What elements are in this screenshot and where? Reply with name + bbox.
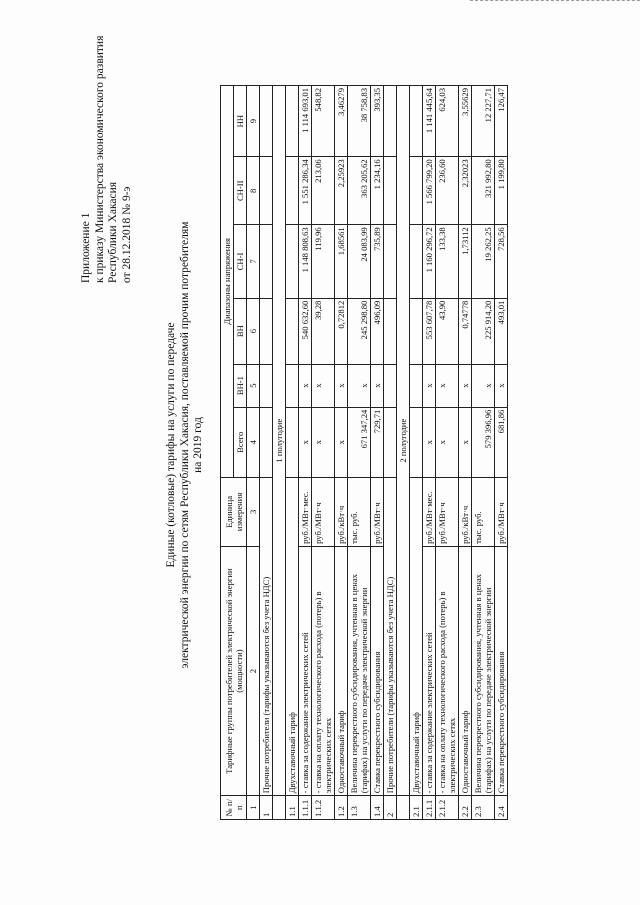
value-cell: x bbox=[459, 407, 472, 477]
unit-cell: тыс. руб. bbox=[472, 477, 495, 546]
unit-cell: тыс. руб. bbox=[348, 477, 371, 546]
row-number-cell: 2.2 bbox=[459, 796, 472, 820]
document-title bbox=[165, 165, 206, 725]
table-row bbox=[348, 86, 371, 820]
value-cell: 19 262,25 bbox=[472, 225, 495, 298]
value-cell: x bbox=[335, 364, 348, 407]
column-index-cell: 4 bbox=[247, 407, 260, 477]
empty-cell bbox=[410, 225, 423, 298]
value-cell: 119,96 bbox=[312, 225, 335, 298]
title-line-3: на 2019 год bbox=[192, 417, 204, 473]
row-label-cell: Величина перекрестного субсидирования, учтенная в ценах (тарифах) на услуги по передаче электрической энергии bbox=[472, 546, 495, 795]
title-line-1: Единые (котловые) тарифы на услуги по передаче bbox=[165, 322, 177, 568]
table-row bbox=[335, 86, 348, 820]
row-label-cell: - ставка на оплату технологического расхода (потерь) в электрических сетях bbox=[312, 546, 335, 795]
table-row bbox=[436, 86, 459, 820]
header-vn1: ВН-1 bbox=[234, 364, 247, 407]
value-cell: x bbox=[436, 364, 459, 407]
value-cell: 1 199,80 bbox=[495, 157, 508, 225]
value-cell: 2,25923 bbox=[335, 157, 348, 225]
table-row bbox=[299, 86, 312, 820]
table-row bbox=[423, 86, 436, 820]
empty-cell bbox=[410, 364, 423, 407]
empty-cell bbox=[286, 86, 299, 157]
row-number-cell: 1 bbox=[260, 796, 273, 820]
empty-cell bbox=[260, 157, 273, 225]
table-row bbox=[397, 86, 410, 820]
row-number-cell: 2 bbox=[384, 796, 397, 820]
empty-cell bbox=[410, 298, 423, 364]
header-sn2: СН-II bbox=[234, 157, 247, 225]
period-title-cell: 2 полугодие bbox=[397, 86, 410, 796]
header-unit: Единица измерения bbox=[221, 477, 247, 546]
row-label-cell: Ставка перекрестного субсидирования bbox=[371, 546, 384, 795]
row-label-cell: - ставка на оплату технологического расхода (потерь) в электрических сетях bbox=[436, 546, 459, 795]
value-cell: x bbox=[423, 364, 436, 407]
unit-cell: руб./МВт·ч bbox=[495, 477, 508, 546]
row-label-cell: - ставка за содержание электрических сетей bbox=[299, 546, 312, 795]
value-cell: 133,38 bbox=[436, 225, 459, 298]
value-cell: 579 396,96 bbox=[472, 407, 495, 477]
row-label-cell: Величина перекрестного субсидирования, учтенная в ценах (тарифах) на услуги по передаче электрической энергии bbox=[348, 546, 371, 795]
empty-cell bbox=[260, 298, 273, 364]
column-index-cell: 8 bbox=[247, 157, 260, 225]
value-cell: 3,46279 bbox=[335, 86, 348, 157]
value-cell: 43,90 bbox=[436, 298, 459, 364]
value-cell: 24 083,99 bbox=[348, 225, 371, 298]
empty-cell bbox=[286, 157, 299, 225]
empty-cell bbox=[410, 157, 423, 225]
value-cell: 321 992,80 bbox=[472, 157, 495, 225]
unit-cell: руб./МВт·мес. bbox=[299, 477, 312, 546]
table-row bbox=[495, 86, 508, 820]
row-number-cell: 1.1 bbox=[286, 796, 299, 820]
value-cell: 729,71 bbox=[371, 407, 384, 477]
value-cell: 493,01 bbox=[495, 298, 508, 364]
empty-cell bbox=[286, 225, 299, 298]
value-cell: x bbox=[436, 407, 459, 477]
table-body bbox=[247, 86, 508, 820]
value-cell: 213,06 bbox=[312, 157, 335, 225]
table-row bbox=[371, 86, 384, 820]
value-cell: 126,47 bbox=[495, 86, 508, 157]
value-cell: x bbox=[348, 364, 371, 407]
header-sn1: СН-I bbox=[234, 225, 247, 298]
table-row bbox=[472, 86, 495, 820]
unit-cell: руб./МВт·ч bbox=[436, 477, 459, 546]
row-label-cell: - ставка за содержание электрических сетей bbox=[423, 546, 436, 795]
value-cell: x bbox=[495, 364, 508, 407]
empty-cell bbox=[260, 364, 273, 407]
value-cell: 363 205,62 bbox=[348, 157, 371, 225]
value-cell: 1,68561 bbox=[335, 225, 348, 298]
value-cell: 1 160 296,72 bbox=[423, 225, 436, 298]
unit-cell: руб./МВт·ч bbox=[312, 477, 335, 546]
row-label-cell: Одноставочный тариф bbox=[459, 546, 472, 795]
empty-cell bbox=[384, 86, 397, 157]
value-cell: 245 298,80 bbox=[348, 298, 371, 364]
table-row bbox=[260, 86, 273, 820]
row-number-cell: 1.3 bbox=[348, 796, 371, 820]
row-number-cell: 2.4 bbox=[495, 796, 508, 820]
column-index-cell: 9 bbox=[247, 86, 260, 157]
value-cell: 225 914,20 bbox=[472, 298, 495, 364]
value-cell: 1,73112 bbox=[459, 225, 472, 298]
value-cell: x bbox=[423, 407, 436, 477]
appendix-republic: Республики Хакасия bbox=[107, 181, 120, 283]
appendix-header bbox=[80, 36, 134, 283]
row-number-cell: 1.2 bbox=[335, 796, 348, 820]
row-number-cell bbox=[397, 796, 410, 820]
period-title-cell: 1 полугодие bbox=[273, 86, 286, 796]
row-number-cell: 1.4 bbox=[371, 796, 384, 820]
value-cell: x bbox=[312, 364, 335, 407]
title-line-2: электрической энергии по сетям Республики Хакасия, поставляемой прочим потребителям bbox=[178, 221, 191, 669]
row-number-cell bbox=[273, 796, 286, 820]
value-cell: 540 632,60 bbox=[299, 298, 312, 364]
group-title-cell: Прочие потребители (тарифы указываются без учета НДС) bbox=[260, 477, 273, 795]
table-row bbox=[312, 86, 335, 820]
column-index-cell: 3 bbox=[247, 477, 260, 546]
value-cell: 38 758,83 bbox=[348, 86, 371, 157]
value-cell: 236,60 bbox=[436, 157, 459, 225]
table-row bbox=[410, 86, 423, 820]
appendix-title: Приложение 1 bbox=[80, 212, 92, 283]
empty-cell bbox=[260, 225, 273, 298]
value-cell: x bbox=[335, 407, 348, 477]
value-cell: 1 234,16 bbox=[371, 157, 384, 225]
table-row bbox=[247, 86, 260, 820]
group-title-cell: Прочие потребители (тарифы указываются без учета НДС) bbox=[384, 477, 397, 795]
value-cell: 496,09 bbox=[371, 298, 384, 364]
tariff-table bbox=[220, 85, 508, 820]
value-cell: 12 227,71 bbox=[472, 86, 495, 157]
value-cell: 735,89 bbox=[371, 225, 384, 298]
value-cell: 39,28 bbox=[312, 298, 335, 364]
value-cell: 728,56 bbox=[495, 225, 508, 298]
header-num: № п/п bbox=[221, 796, 247, 820]
empty-cell bbox=[260, 407, 273, 477]
value-cell: x bbox=[371, 364, 384, 407]
unit-cell: руб./МВт·мес. bbox=[423, 477, 436, 546]
value-cell: 671 347,24 bbox=[348, 407, 371, 477]
group-title-cell: Двухставочный тариф bbox=[286, 477, 299, 795]
column-index-cell: 2 bbox=[247, 546, 260, 795]
column-index-cell: 7 bbox=[247, 225, 260, 298]
group-title-cell: Двухставочный тариф bbox=[410, 477, 423, 795]
empty-cell bbox=[286, 407, 299, 477]
value-cell: 0,72812 bbox=[335, 298, 348, 364]
empty-cell bbox=[384, 225, 397, 298]
value-cell: 1 114 693,01 bbox=[299, 86, 312, 157]
value-cell: 1 148 808,63 bbox=[299, 225, 312, 298]
value-cell: 2,32023 bbox=[459, 157, 472, 225]
value-cell: 393,35 bbox=[371, 86, 384, 157]
value-cell: x bbox=[312, 407, 335, 477]
value-cell: 548,82 bbox=[312, 86, 335, 157]
empty-cell bbox=[286, 364, 299, 407]
value-cell: x bbox=[459, 364, 472, 407]
row-number-cell: 2.1 bbox=[410, 796, 423, 820]
value-cell: 1 551 286,34 bbox=[299, 157, 312, 225]
empty-cell bbox=[384, 364, 397, 407]
appendix-date: от 28.12.2018 № 9-э bbox=[120, 186, 133, 283]
value-cell: 1 141 445,64 bbox=[423, 86, 436, 157]
empty-cell bbox=[410, 407, 423, 477]
value-cell: x bbox=[299, 407, 312, 477]
empty-cell bbox=[410, 86, 423, 157]
value-cell: x bbox=[472, 364, 495, 407]
unit-cell: руб./кВт·ч bbox=[459, 477, 472, 546]
empty-cell bbox=[384, 298, 397, 364]
value-cell: 553 607,78 bbox=[423, 298, 436, 364]
table-row bbox=[273, 86, 286, 820]
value-cell: 1 566 799,20 bbox=[423, 157, 436, 225]
row-number-cell: 2.1.2 bbox=[436, 796, 459, 820]
empty-cell bbox=[286, 298, 299, 364]
unit-cell: руб./кВт·ч bbox=[335, 477, 348, 546]
column-index-cell: 1 bbox=[247, 796, 260, 820]
empty-cell bbox=[384, 157, 397, 225]
table-row bbox=[459, 86, 472, 820]
row-label-cell: Ставка перекрестного субсидирования bbox=[495, 546, 508, 795]
header-total: Всего bbox=[234, 407, 247, 477]
value-cell: 624,03 bbox=[436, 86, 459, 157]
row-label-cell: Одноставочный тариф bbox=[335, 546, 348, 795]
header-nn: НН bbox=[234, 86, 247, 157]
value-cell: x bbox=[299, 364, 312, 407]
empty-cell bbox=[384, 407, 397, 477]
column-index-cell: 6 bbox=[247, 298, 260, 364]
row-number-cell: 1.1.1 bbox=[299, 796, 312, 820]
value-cell: 0,74778 bbox=[459, 298, 472, 364]
column-index-cell: 5 bbox=[247, 364, 260, 407]
value-cell: 3,55629 bbox=[459, 86, 472, 157]
appendix-order: к приказу Министерства экономического развития bbox=[93, 35, 106, 283]
row-number-cell: 1.1.2 bbox=[312, 796, 335, 820]
header-ranges: Диапазоны напряжения bbox=[221, 86, 234, 478]
table-row bbox=[384, 86, 397, 820]
unit-cell: руб./МВт·ч bbox=[371, 477, 384, 546]
table-row bbox=[286, 86, 299, 820]
row-number-cell: 2.1.1 bbox=[423, 796, 436, 820]
row-number-cell: 2.3 bbox=[472, 796, 495, 820]
header-vn: ВН bbox=[234, 298, 247, 364]
empty-cell bbox=[260, 86, 273, 157]
header-group: Тарифные группы потребителей электрической энергии (мощности) bbox=[221, 546, 247, 795]
value-cell: 681,86 bbox=[495, 407, 508, 477]
